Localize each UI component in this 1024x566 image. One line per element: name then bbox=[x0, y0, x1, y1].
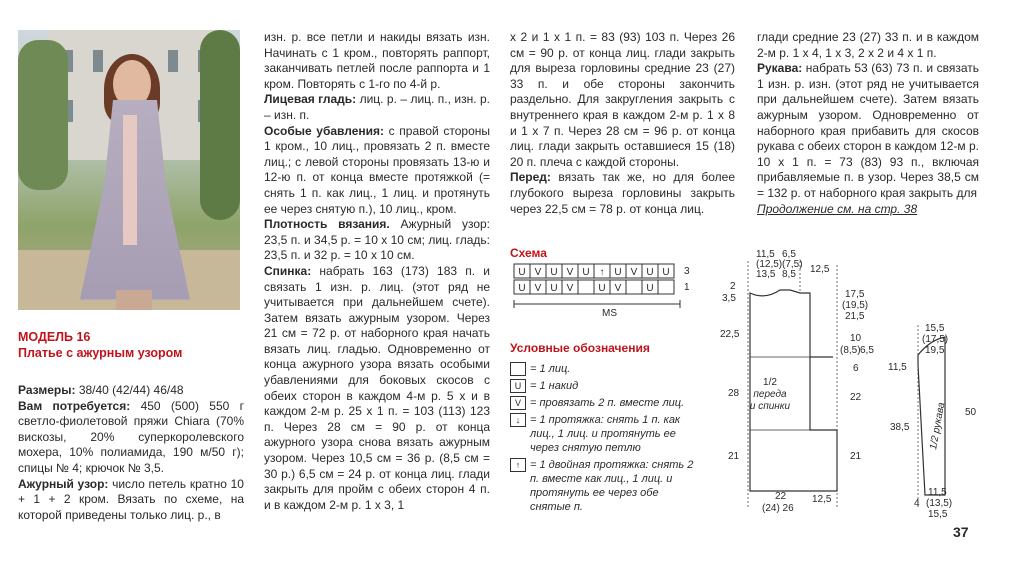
dim-sleeve-bottom: 4 bbox=[914, 498, 920, 509]
dim-top: 8,5 bbox=[782, 269, 796, 280]
dim-left: 2 bbox=[730, 281, 736, 292]
dim-sleeve-top: 15,5 bbox=[925, 323, 945, 334]
chart-symbol: U bbox=[518, 267, 526, 278]
dim-right: 21 bbox=[850, 451, 862, 462]
sleeve-label: Рукава: bbox=[757, 61, 803, 76]
stockinette-label: Лицевая гладь: bbox=[264, 92, 357, 107]
dim-sleeve-top: 19,5 bbox=[925, 345, 945, 356]
column-4 bbox=[757, 30, 979, 217]
chart-symbol: V bbox=[566, 283, 574, 294]
row-label-1: 1 bbox=[684, 282, 690, 293]
sleeve-text: набрать 53 (63) 73 п. и связать 1 изн. р. изн. (этот ряд не учитывается при дальнейшем счете). Затем вязать ажурным узором. Одновременно от наборного края прибавить для скосов рукава с обеих сторон в каждом 12-м р. 10 х 1 п. = 73 (83) 93 п., включая прибавляемые п. в узор. Через 38,5 см = 132 р. от наборного края закрыть для bbox=[757, 61, 979, 200]
dim-sleeve-bottom: 11,5 bbox=[928, 487, 947, 498]
chart-symbol: V bbox=[566, 267, 574, 278]
front-label: Перед: bbox=[510, 170, 551, 185]
dim-bottom: (24) 26 bbox=[762, 503, 794, 514]
dim-top: 13,5 bbox=[756, 269, 776, 280]
dim-right: 22 bbox=[850, 392, 862, 403]
dim-sleeve-left: 11,5 bbox=[888, 362, 907, 373]
needs-label: Вам потребуется: bbox=[18, 398, 131, 413]
col4-intro: глади средние 23 (27) 33 п. и в каждом 2-м р. 1 х 4, 1 х 3, 2 х 2 и 4 х 1 п. bbox=[757, 30, 979, 60]
pattern-diagram bbox=[700, 245, 1020, 525]
chart-symbol: U bbox=[662, 267, 670, 278]
legend-item: ↑ = 1 двойная протяжка: снять 2 п. вместе как лиц., 1 лиц. и протянуть ее через обе снятые п. bbox=[510, 458, 700, 514]
dim-left: 28 bbox=[728, 388, 740, 399]
lace-text: число петель кратно 10 + 1 + 2 кром. Вязать по схеме, на которой приведены только лиц. р., в bbox=[18, 476, 244, 522]
chart-symbol: U bbox=[646, 283, 654, 294]
dim-left: 21 bbox=[728, 451, 740, 462]
legend-item: = 1 лиц. bbox=[510, 362, 700, 376]
chart-symbol: U bbox=[518, 283, 526, 294]
double-skpo-symbol-icon: ↑ bbox=[510, 458, 526, 472]
chart-symbol: V bbox=[630, 267, 638, 278]
chart-symbol: U bbox=[550, 267, 558, 278]
dim-sleeve-bottom: 15,5 bbox=[928, 509, 948, 520]
column-1 bbox=[18, 383, 244, 523]
dim-left: 3,5 bbox=[722, 293, 736, 304]
page-number: 37 bbox=[953, 524, 969, 540]
col2-intro: изн. р. все петли и накиды вязать изн. Начинать с 1 кром., повторять раппорт, заканчивать петлей после раппорта и 1 кром. Повторять с 1-го по 4-й р. bbox=[264, 30, 490, 91]
gauge-label: Плотность вязания. bbox=[264, 217, 390, 232]
row-label-3: 3 bbox=[684, 266, 690, 277]
legend-title: Условные обозначения bbox=[510, 341, 650, 355]
col3-intro: х 2 и 1 х 1 п. = 83 (93) 103 п. Через 26 см = 90 р. от конца лиц. глади закрыть для выреза горловины средние 23 (27) 33 п. и обе стороны закончить раздельно. Для закругления закрыть с внутреннего края в каждом 2-м р. 1 х 8 и 1 х 7 п. Через 28 см = 96 р. от конца лиц. глади закрыть оставшиеся 15 (18) 20 п. плеча с каждой стороны. bbox=[510, 30, 735, 169]
sleeve-label: 1/2 рукава bbox=[928, 401, 948, 451]
decrease-label: Особые убавления: bbox=[264, 123, 385, 138]
body-label-2: переда bbox=[753, 389, 787, 400]
sizes-text: 38/40 (42/44) 46/48 bbox=[78, 383, 184, 397]
dim-bottom: 12,5 bbox=[812, 494, 832, 505]
gauge-text: Ажурный узор: 23,5 п. и 34,5 р. = 10 х 10 см; лиц. гладь: 23,5 п. и 32 р. = 10 х 10 см. bbox=[264, 217, 490, 263]
back-text: набрать 163 (173) 183 п. и связать 1 изн. р. лиц. (этот ряд не учитывается при дальнейшем счете). Затем вязать ажурным узором. Через 21 см = 72 р. от наборного края начать вязать лиц. гладью. Одновременно от конца ажурного узора вязать особыми убавлениями для боковых скосов с обеих сторон в каждом 4-м р. 5 х и в каждом 2-м р. 25 х 1 п. = 103 (113) 123 п. Через 28 см = 90 р. от конца ажурного узора снова вязать ажурным узором. Через 10,5 см = 36 р. (8,5 см = 30 р.) 6,5 см = 24 р. от конца лиц. глади закрыть для пройм с обеих сторон 4 п. и в каждом 2-м р. 1 х 3, 1 bbox=[264, 263, 490, 512]
sizes-label: Размеры: bbox=[18, 383, 76, 397]
chart-symbol: ↑ bbox=[599, 267, 605, 278]
legend-item: V = провязать 2 п. вместе лиц. bbox=[510, 396, 700, 410]
chart-symbol: U bbox=[614, 267, 622, 278]
k2tog-symbol-icon: V bbox=[510, 396, 526, 410]
continue-link[interactable]: Продолжение см. на стр. 38 bbox=[757, 201, 918, 216]
chart-symbol: U bbox=[550, 283, 558, 294]
skpo-symbol-icon: ↓ bbox=[510, 413, 526, 427]
model-photo bbox=[18, 30, 240, 310]
rapport-label: MS bbox=[602, 308, 617, 319]
dim-top: (12,5) bbox=[756, 259, 783, 270]
yarn-over-symbol-icon: U bbox=[510, 379, 526, 393]
dim-sleeve-top: (17,5) bbox=[922, 334, 949, 345]
front-text: вязать так же, но для более глубокого выреза горловины закрыть через 22,5 см = 78 р. от конца лиц. bbox=[510, 170, 736, 216]
chart-cell bbox=[658, 280, 674, 294]
body-label-3: и спинки bbox=[749, 401, 791, 412]
chart-symbol: V bbox=[534, 283, 542, 294]
dim-top: 11,5 bbox=[756, 249, 775, 260]
dim-right: 21,5 bbox=[845, 311, 865, 322]
knit-symbol-icon bbox=[510, 362, 526, 376]
dim-right: (8,5) bbox=[840, 345, 861, 356]
schema-title: Схема bbox=[510, 246, 547, 260]
dim-right: (19,5) bbox=[842, 300, 869, 311]
dim-bottom: 22 bbox=[775, 491, 787, 502]
dim-top: 12,5 bbox=[810, 264, 830, 275]
model-name: Платье с ажурным узором bbox=[18, 346, 183, 360]
stitch-chart bbox=[510, 262, 700, 322]
dim-top: 6,5 bbox=[782, 249, 796, 260]
stockinette-text: лиц. р. – лиц. п., изн. р. – изн. п. bbox=[264, 92, 490, 122]
legend-item: ↓ = 1 протяжка: снять 1 п. как лиц., 1 лиц. и протянуть ее через снятую петлю bbox=[510, 413, 700, 455]
dim-sleeve-bottom: (13,5) bbox=[926, 498, 953, 509]
back-label: Спинка: bbox=[264, 263, 312, 278]
legend bbox=[510, 362, 700, 517]
dim-right: 6 bbox=[853, 363, 859, 374]
column-2 bbox=[264, 30, 490, 513]
chart-symbol: V bbox=[614, 283, 622, 294]
body-label-1: 1/2 bbox=[763, 377, 777, 388]
dim-sleeve-left: 38,5 bbox=[890, 422, 910, 433]
dim-sleeve-right: 50 bbox=[965, 407, 977, 418]
dim-left: 22,5 bbox=[720, 329, 740, 340]
lace-label: Ажурный узор: bbox=[18, 476, 109, 491]
chart-symbol: U bbox=[598, 283, 606, 294]
legend-item: U = 1 накид bbox=[510, 379, 700, 393]
chart-symbol: U bbox=[582, 267, 590, 278]
chart-cell bbox=[626, 280, 642, 294]
chart-symbol: V bbox=[534, 267, 542, 278]
chart-cell bbox=[578, 280, 594, 294]
dim-right: 10 bbox=[850, 333, 862, 344]
model-title bbox=[18, 329, 182, 361]
dim-right: 6,5 bbox=[860, 345, 874, 356]
column-3 bbox=[510, 30, 735, 217]
dim-top: (7,5) bbox=[782, 259, 803, 270]
decrease-text: с правой стороны 1 кром., 10 лиц., провязать 2 п. вместе лиц.; с левой стороны провязать 13-ю и 12-ю п. от конца вместе протяжкой (= снять 1 п. как лиц., 1 лиц. и протянуть ее через снятую п.), 10 лиц., кром. bbox=[264, 123, 490, 216]
chart-symbol: U bbox=[646, 267, 654, 278]
dim-right: 17,5 bbox=[845, 289, 865, 300]
needs-text: 450 (500) 550 г светло-фиолетовой пряжи Chiara (70% вискозы, 20% суперкоролевского мохера, 10% полиамида, 190 м/50 г); спицы № 4; крючок № 3,5. bbox=[18, 398, 245, 475]
model-number: МОДЕЛЬ 16 bbox=[18, 330, 91, 344]
